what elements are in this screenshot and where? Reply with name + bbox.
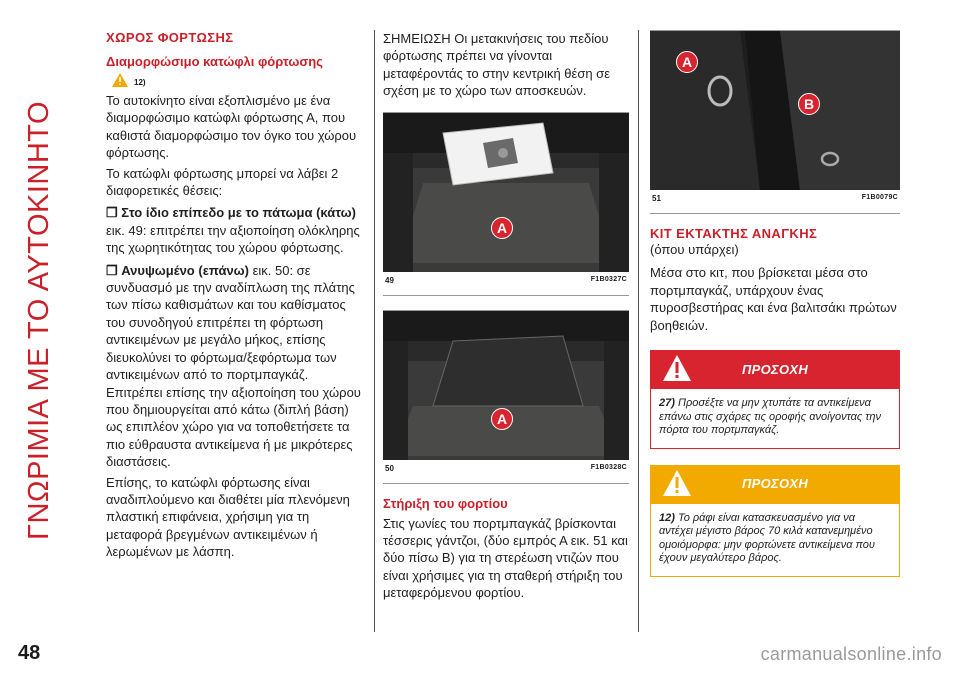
subsection-title: Στήριξη του φορτίου xyxy=(383,495,508,511)
figure-code: F1B0079C xyxy=(861,194,898,201)
figure-code: F1B0328C xyxy=(590,463,627,471)
trunk-floor-down-photo xyxy=(383,112,629,272)
warning-reference xyxy=(112,73,366,87)
list-item xyxy=(106,204,366,256)
marker-a: A xyxy=(491,408,513,430)
warning-triangle-icon xyxy=(662,354,692,382)
note-paragraph: ΣΗΜΕΙΩΣΗ Οι μετακινήσεις του πεδίου φόρτωσης πρέπει να γίνονται μεταφέροντάς το στην κεντρική θέση σε σχέση με το χώρο των αποσκευών. xyxy=(383,31,611,99)
caution-header xyxy=(650,465,900,503)
list-item-text: εικ. 50: σε συνδυασμό με την αναδίπλωση της πλάτης των πίσω καθισμάτων και του καθίσματος του συνοδηγού επιτρέπει τη φόρτωση αντικειμένων με μεγάλο μήκος, επίσης διευκολύνει το φόρτωμα/ξεφόρτωμα των αντικειμένων από το πορτμπαγκάζ. Επιτρέπει επίσης την αξιοποίηση του χώρου που δημιουργείται από κάτω (διπλή βάση) ως επιπλέον χώρο για να τοποθετήσετε τα πιο εύθραυστα αντικείμενα ή με μικρότερες διαστάσεις. xyxy=(106,262,361,470)
warning-text: Προσέξτε να μην χτυπάτε τα αντικείμενα επάνω στις σχάρες τις οροφής ανοίγοντας την πόρτα του πορτμπαγκάζ. xyxy=(659,397,882,437)
marker-a: A xyxy=(676,51,698,73)
list-item-text: εικ. 49: επιτρέπει την αξιοποίηση ολόκληρης της χωρητικότητας του χώρου φόρτωσης. xyxy=(106,222,360,256)
trunk-illustration xyxy=(383,311,629,460)
page-number: 48 xyxy=(18,642,41,664)
anchor-paragraph: Στις γωνίες του πορτμπαγκάζ βρίσκονται τέσσερις γάντζοι, (δύο εμπρός Α εικ. 51 και δύο πίσω Β) για τη στερέωση ντιζών που είναι χρήσιμες για τη σταθερή στήριξη του μεταφερόμενου φορτίου. xyxy=(383,515,628,601)
column-divider xyxy=(638,30,639,632)
caution-triangle-icon xyxy=(112,73,128,87)
caution-box xyxy=(650,465,900,577)
kit-paragraph: Μέσα στο κιτ, που βρίσκεται μέσα στο πορτμπαγκάζ, υπάρχουν ένας πυροσβεστήρας και ένα βαλιτσάκι πρώτων βοηθειών. xyxy=(650,265,897,333)
warning-content xyxy=(650,388,900,449)
marker-a: A xyxy=(491,217,513,239)
caution-number: 12) xyxy=(659,511,675,524)
trunk-hooks-photo xyxy=(650,30,900,190)
watermark: carmanualsonline.info xyxy=(760,644,942,664)
figure-caption xyxy=(650,190,900,214)
closing-paragraph: Επίσης, το κατώφλι φόρτωσης είναι αναδιπλούμενο και διαθέτει μία πλενόμενη πλαστική επιφάνεια, χρήσιμη για τη μεταφορά βρεγμένων αντικειμένων ή λερωμένων με λάσπη. xyxy=(106,474,350,560)
caution-title: ΠΡΟΣΟΧΗ xyxy=(741,476,809,492)
warning-header xyxy=(650,350,900,388)
warning-title: ΠΡΟΣΟΧΗ xyxy=(741,361,809,377)
positions-intro: Το κατώφλι φόρτωσης μπορεί να λάβει 2 διαφορετικές θέσεις: xyxy=(106,165,339,199)
warning-ref-number: 12) xyxy=(134,78,146,87)
side-chapter-title xyxy=(10,20,70,620)
intro-paragraph: Το αυτοκίνητο είναι εξοπλισμένο με ένα διαμορφώσιμο κατώφλι φόρτωσης Α, που καθιστά διαμορφώσιμο τον όγκο του χώρου φόρτωσης. xyxy=(106,93,357,161)
trunk-floor-up-photo xyxy=(383,310,629,460)
list-item-title: Ανυψωμένο (επάνω) xyxy=(121,262,249,278)
caution-triangle-icon xyxy=(662,469,692,497)
checkbox-bullet-icon: ❒ xyxy=(106,205,118,221)
list-item xyxy=(106,262,366,471)
column-right xyxy=(650,30,900,577)
figure-number: 51 xyxy=(652,194,661,203)
subsection-title: Διαμορφώσιμο κατώφλι φόρτωσης xyxy=(106,54,323,69)
chapter-title-text: ΓΝΩΡΙΜΙΑ ΜΕ ΤΟ ΑΥΤΟΚΙΝΗΤΟ xyxy=(23,100,56,540)
caution-text: Το ράφι είναι κατασκευασμένο για να αντέχει μέγιστο βάρος 70 κιλά κατανεμημένο ομοιόμορφα: μην φορτώνετε αντικείμενα που έχουν μεγαλύτερο βάρος. xyxy=(659,511,875,565)
figure-number: 49 xyxy=(385,275,394,285)
warning-number: 27) xyxy=(659,397,675,410)
trunk-illustration xyxy=(383,113,629,272)
column-divider xyxy=(374,30,375,632)
figure-51 xyxy=(650,30,900,214)
section-title: ΧΩΡΟΣ ΦΟΡΤΩΣΗΣ xyxy=(106,30,234,45)
column-left xyxy=(106,30,366,561)
list-item-title: Στο ίδιο επίπεδο με το πάτωμα (κάτω) xyxy=(121,205,356,221)
kit-subtitle: (όπου υπάρχει) xyxy=(650,242,739,257)
figure-50 xyxy=(383,310,629,484)
figure-caption xyxy=(383,460,629,484)
caution-content xyxy=(650,503,900,577)
section-title: ΚΙΤ ΕΚΤΑΚΤΗΣ ΑΝΑΓΚΗΣ xyxy=(650,226,818,241)
figure-code: F1B0327C xyxy=(590,275,627,283)
column-middle xyxy=(383,30,629,602)
figure-49 xyxy=(383,112,629,296)
warning-box xyxy=(650,350,900,449)
figure-number: 50 xyxy=(385,463,394,473)
checkbox-bullet-icon: ❒ xyxy=(106,262,118,278)
figure-caption xyxy=(383,272,629,296)
marker-b: B xyxy=(798,93,820,115)
